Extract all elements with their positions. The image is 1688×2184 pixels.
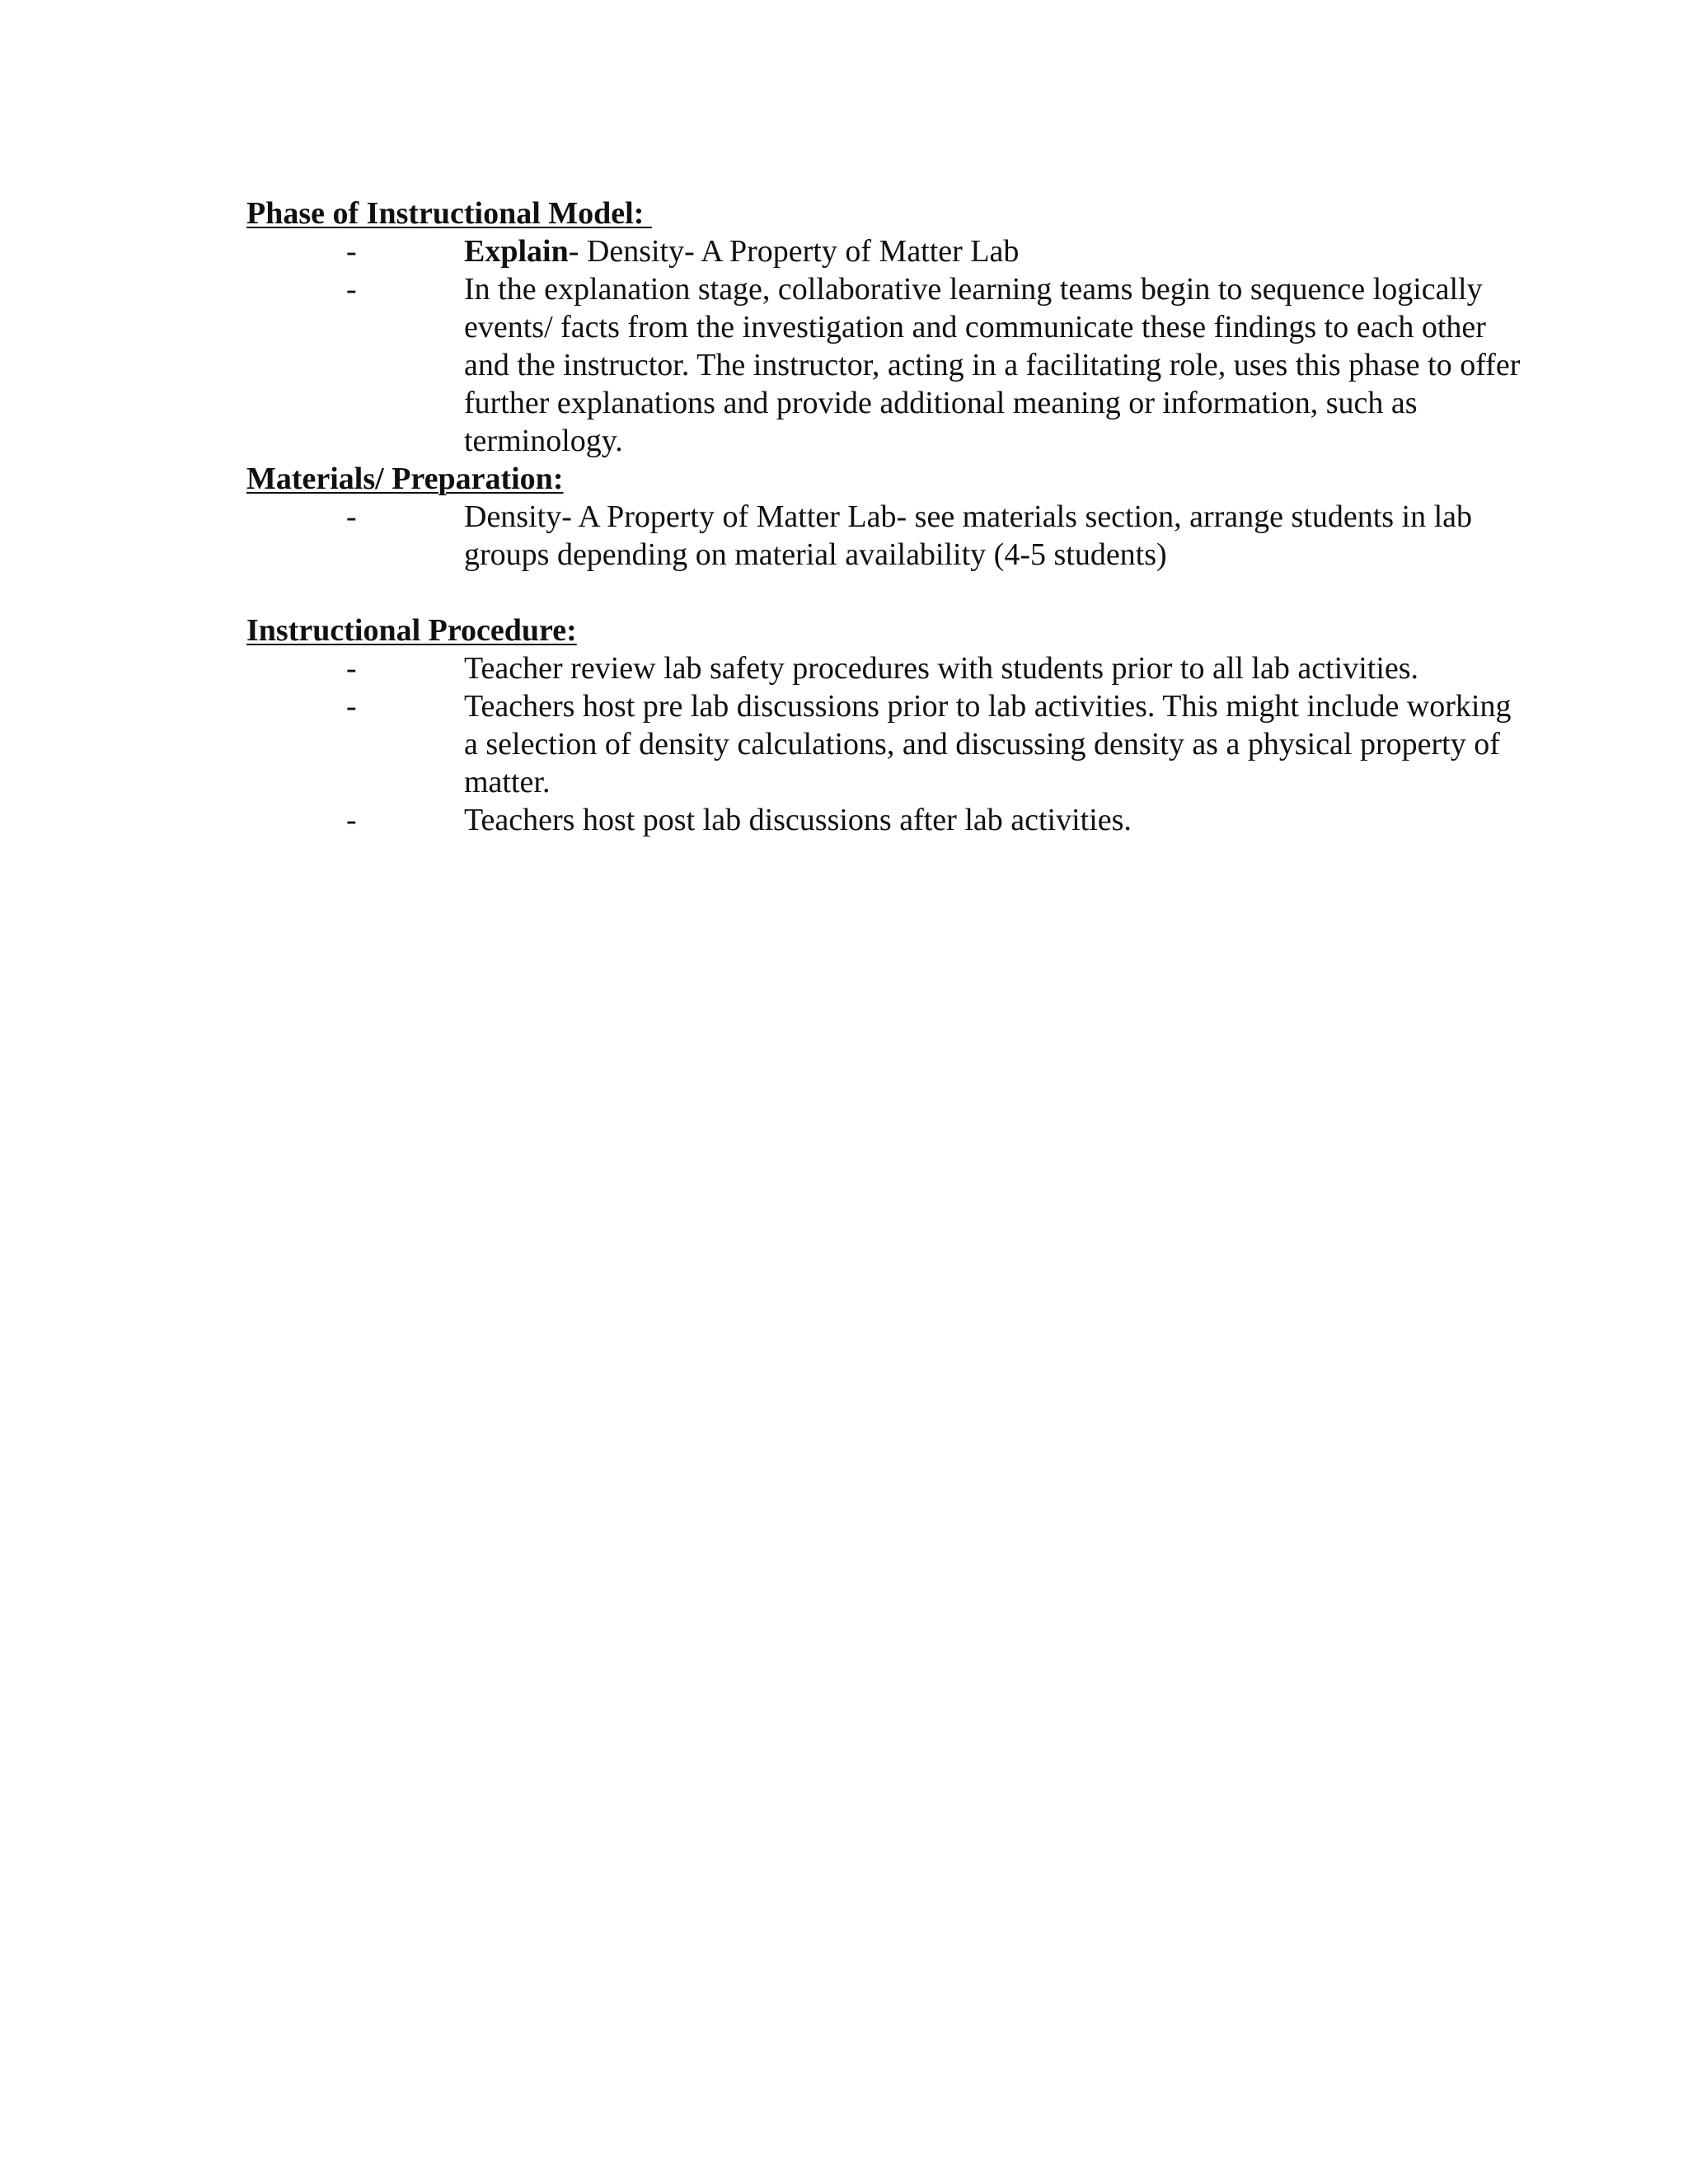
list-item — [246, 270, 1532, 460]
list-item-body: - Density- A Property of Matter Lab — [568, 234, 1020, 269]
list-item-text: In the explanation stage, collaborative learning teams begin to sequence logically events/ facts from the investigation and communicate these findings to each other and the instructor. The instructor, acting in a facilitating role, uses this phase to offer further explanations and provide additional meaning or information, such as terminology. — [464, 272, 1521, 458]
list-item-text: Teacher review lab safety procedures with students prior to all lab activities. — [464, 651, 1419, 686]
section-heading: Materials/ Preparation: — [246, 462, 564, 496]
blank-line — [246, 574, 1532, 612]
list-dash: - — [346, 803, 357, 837]
list-item — [246, 687, 1532, 801]
list-dash: - — [346, 234, 357, 269]
document-content — [246, 194, 1532, 839]
section-materials-preparation — [246, 460, 1532, 574]
list-item — [246, 232, 1532, 270]
list-dash: - — [346, 272, 357, 307]
section-heading: Phase of Instructional Model: — [246, 196, 652, 231]
section-instructional-procedure — [246, 612, 1532, 839]
list-item — [246, 801, 1532, 839]
list-dash: - — [346, 689, 357, 724]
list-item-text: Teachers host post lab discussions after lab activities. — [464, 803, 1132, 837]
list-item — [246, 498, 1532, 574]
section-phase-of-instructional-model — [246, 194, 1532, 460]
list-item-text: Density- A Property of Matter Lab- see materials section, arrange students in lab groups depending on material availability (4-5 students) — [464, 499, 1473, 572]
list-item-text — [464, 232, 1532, 270]
bold-label: Explain — [464, 234, 569, 269]
list-dash: - — [346, 499, 357, 534]
section-heading: Instructional Procedure: — [246, 613, 577, 648]
list-item — [246, 649, 1532, 687]
list-item-text: Teachers host pre lab discussions prior to lab activities. This might include working a selection of density calculations, and discussing density as a physical property of matter. — [464, 689, 1512, 799]
list-dash: - — [346, 651, 357, 686]
